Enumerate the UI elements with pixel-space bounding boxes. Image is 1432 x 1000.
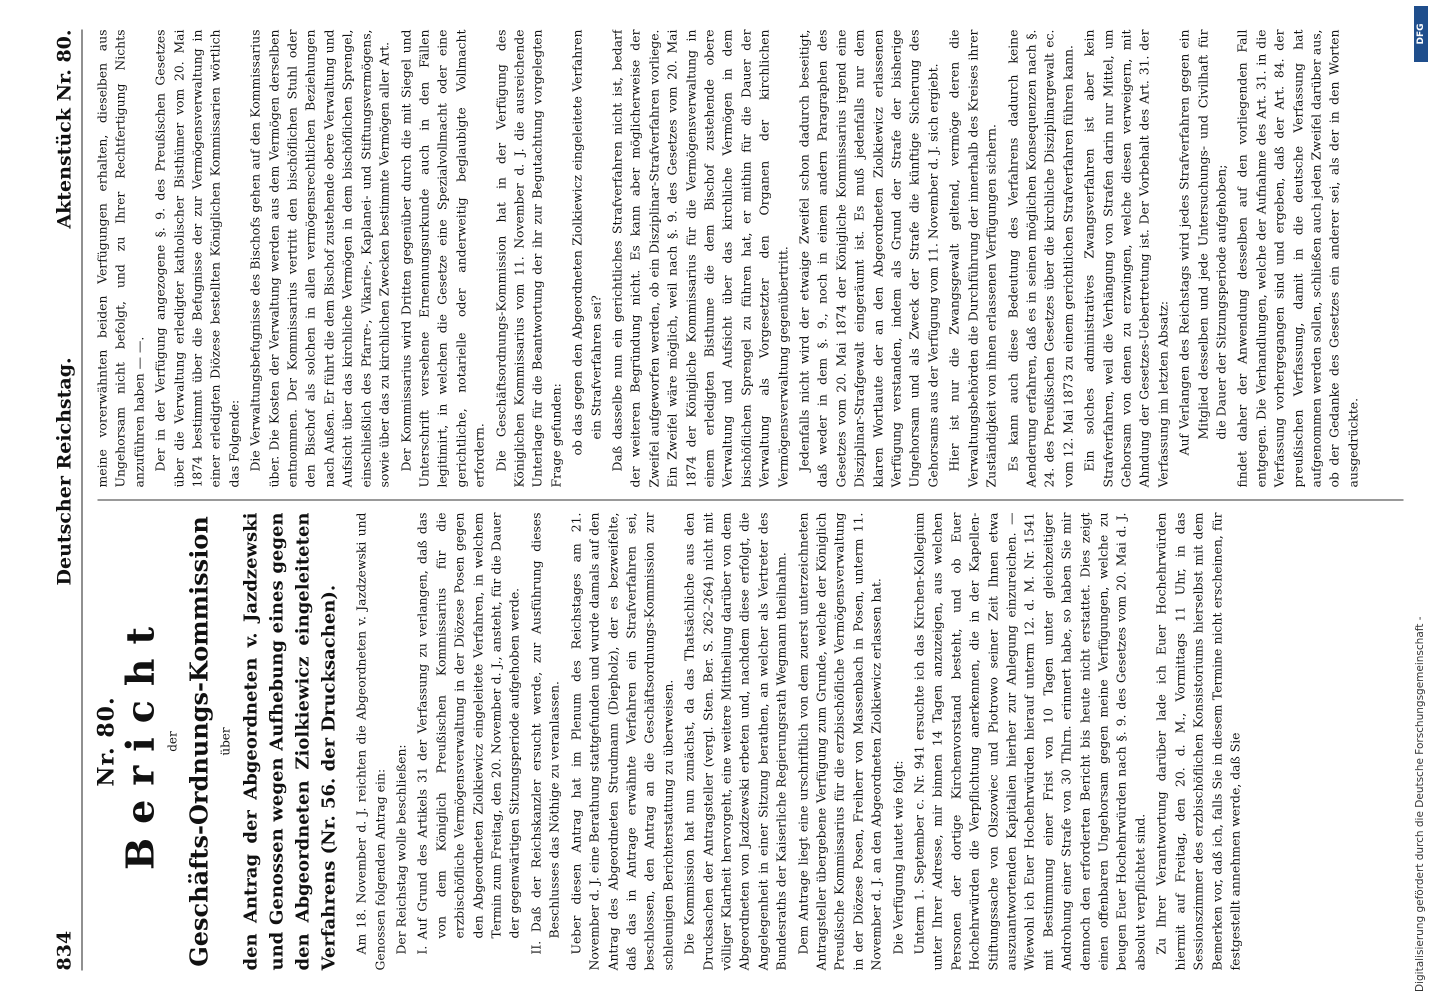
watermark-text: Digitalisierung gefördert durch die Deutsche Forschungsgemeinschaft -	[1414, 616, 1426, 992]
paragraph: Auf Verlangen des Reichstags wird jedes Strafverfahren gegen ein Mitglied desselben und jede Untersuchungs- und Civilhaft für die Dauer der Sitzungsperiode aufgehoben;	[1176, 29, 1229, 456]
paragraph: Dem Antrage liegt eine urschriftlich von dem zuerst unterzeichneten Antragsteller übergebene Verfügung zum Grunde, welche der Königlich Preußische Kommissarius für die erzbischöfliche Vermögensverwaltung in der Diözese Posen, Freiherr von Massenbach in Posen, unterm 11. November d. J. an den Abgeordneten Ziolkiewicz erlassen hat.	[795, 512, 884, 971]
paragraph: Unterm 1. September c. Nr. 941 ersuchte ich das Kirchen-Kollegium unter Ihrer Adresse, mir binnen 14 Tagen anzuzeigen, aus welchen Personen der dortige Kirchenvorstand besteht, und ob Euer Hochehrwürden die Verpflichtung anerkennen, die in der Kapellen-Stiftungssache von Olszowiec und Piotrowo seiner Zeit Ihnen etwa auszuantwortenden Kapitalien hierher zur Anlegung einzureichen. — Wiewohl ich Euer Hochehrwürden hierauf unterm 12. d. M. Nr. 1541 mit Bestimmung einer Frist von 10 Tagen unter gleichzeitiger Androhung einer Strafe von 30 Thlrn. erinnert habe, so haben Sie mir dennoch den erforderten Bericht bis heute nicht erstattet. Dies zeigt einen offenbaren Ungehorsam gegen meine Verfügungen, welche zu beugen Euer Hochehrwürden nach §. 9. des Gesetzes vom 20. Mai d. J. absolut verpflichtet sind.	[911, 512, 1148, 971]
paragraph: Am 18. November d. J. reichten die Abgeordneten v. Jazdzewski und Genossen folgenden Antrag ein:	[353, 512, 388, 971]
document-reference: Aktenstück Nr. 80.	[53, 29, 76, 229]
report-number: Nr. 80.	[93, 696, 120, 787]
left-column	[94, 513, 1408, 971]
paragraph: Es kann auch diese Bedeutung des Verfahrens dadurch keine Aenderung erfahren, daß es in seinen möglichen Konsequenzen nach §. 24. des Preußischen Gesetzes über die kirchliche Disziplinargewalt ec. vom 12. Mai 1873 zu einem gerichtlichen Strafverfahren führen kann.	[1005, 29, 1076, 488]
commission-name: Geschäfts-Ordnungs-Kommission	[184, 516, 214, 967]
paragraph: Hier ist nur die Zwangsgewalt geltend, vermöge deren die Verwaltungsbehörden die Durchführung der innerhalb des Kreises ihrer Zuständigkeit von ihnen erlassenen Verfügungen sichern.	[946, 29, 999, 488]
paragraph: Der Reichstag wolle beschließen:	[393, 744, 409, 955]
report-title-block	[93, 512, 343, 971]
report-heading: Bericht	[117, 612, 163, 871]
paragraph: meine vorerwähnten beiden Verfügungen erhalten, dieselben aus Ungehorsam nicht befolgt, und zu Ihrer Rechtfertigung Nichts anzuführen haben — —.	[94, 29, 147, 488]
paragraph: Ein solches administratives Zwangsverfahren ist aber kein Strafverfahren, weil die Verhängung von Strafen darin nur Mittel, um Gehorsam von denen zu erzwingen, welche diesen verweigern, mit Ahndung der Gesetzes-Uebertretung ist. Der Vorbehalt des Art. 31. der Verfassung im letzten Absatz:	[1081, 29, 1171, 488]
page-header	[48, 30, 83, 971]
paragraph: Die Kommission hat nun zunächst, da das Thatsächliche aus den Drucksachen der Antragsteller (vergl. Sten. Ber. S. 262–264) nicht mit völliger Klarheit hervorgeht, eine weitere Mittheilung darüber von dem Abgeordneten von Jazdzewski erbeten und, nachdem diese erfolgt, die Angelegenheit in einer Sitzung berathen, an welcher als Vertreter des Bundesraths der Kaiserliche Regierungsrath Wegmann theilnahm.	[681, 512, 789, 971]
paragraph: Zu Ihrer Verantwortung darüber lade ich Euer Hochehrwürden hiermit auf Freitag, den 20. d. M., Vormittags 11 Uhr, in das Sessionszimmer des erzbischöflichen Konsistoriums hierselbst mit dem Bemerken vor, daß ich, falls Sie in diesem Termine nicht erscheinen, für festgestellt annehmen werde, daß Sie	[1153, 512, 1243, 971]
paragraph: Ueber diesen Antrag hat im Plenum des Reichstages am 21. November d. J. eine Berathung stattgefunden und wurde damals auf den Antrag des Abgeordneten Strudmann (Diepholz), der es bezweifelte, daß das in Antrage erwähnte Verfahren ein Strafverfahren sei, beschlossen, den Antrag an die Geschäftsordnungs-Kommission zur schleunigen Berichterstattung zu überweisen.	[568, 512, 676, 971]
page-number: 834	[53, 930, 76, 971]
paragraph: I. Auf Grund des Artikels 31 der Verfassung zu verlangen, daß das von dem Königlich Preußischen Kommissarius für die erzbischöfliche Vermögensverwaltung in der Diözese Posen gegen den Abgeordneten Ziolkiewicz eingeleitete Verfahren, in welchem Termin zum Freitag, den 20. November d. J., ansteht, für die Dauer der gegenwärtigen Sitzungsperiode aufgehoben werde.	[414, 512, 522, 955]
report-der: der	[165, 731, 180, 752]
dfg-logo-text: DFG	[1416, 23, 1426, 45]
document-page	[8, 8, 1424, 993]
report-subject: den Antrag der Abgeordneten v. Jazdzewski und Genossen wegen Aufhebung eines gegen den Abgeordneten Ziolkiewicz eingeleiteten Verfahrens (Nr. 56. der Drucksachen).	[240, 512, 340, 971]
right-column	[94, 30, 1408, 488]
paragraph: Jedenfalls nicht wird der etwaige Zweifel schon dadurch beseitigt, daß weder in dem §. 9., noch in einem andern Paragraphen des Gesetzes vom 20. Mai 1874 der Königliche Kommissarius irgend eine Disziplinar-Strafgewalt eingeräumt ist. Es muß jedenfalls nur dem klaren Wortlaute der an den Abgeordneten Ziolkiewicz erlassenen Verfügung verstanden, indem als Grund der Strafe der bisherige Ungehorsam und als Zweck der Strafe die künftige Sicherung des Gehorsams aus der Verfügung vom 11. November d. J. sich ergiebt.	[796, 29, 941, 488]
dfg-watermark	[1412, 0, 1428, 1000]
column-divider	[98, 500, 1404, 501]
paragraph: II. Daß der Reichskanzler ersucht werde, zur Ausführung dieses Beschlusses das Nöthige zu veranlassen.	[528, 512, 562, 955]
publication-title: Deutscher Reichstag.	[53, 357, 76, 586]
right-body-text	[94, 30, 1363, 488]
paragraph: Die Verfügung lautet wie folgt:	[890, 760, 906, 955]
report-ueber: über	[218, 727, 233, 756]
paragraph: Die Verwaltungsbefugnisse des Bischofs gehen auf den Kommissarius über. Die Kosten der Verwaltung werden aus dem Vermögen derselben entnommen. Der Kommissarius vertritt den bischöflichen Stuhl oder den Bischof als solchen in allen vermögensrechtlichen Beziehungen nach Außen. Er führt die dem Bischof zustehende obere Verwaltung und Aufsicht über das kirchliche Vermögen in dem bischöflichen Sprengel, einschließlich des Pfarre-, Vikarie-, Kaplanei- und Stiftungsvermögens, sowie über das zu kirchlichen Zwecken bestimmte Vermögen aller Art.	[247, 29, 392, 488]
paragraph: findet daher der Anwendung desselben auf den vorliegenden Fall entgegen. Die Verhandlungen, welche der Aufnahme des Art. 31. in die Verfassung vorhergegangen sind und ergeben, daß der Art. 84. der preußischen Verfassung, damit in die deutsche Verfassung hat aufgenommen werden sollen, schließen auch jeden Zweifel darüber aus, ob der Gedanke des Gesetzes ein anderer sei, als der in den Worten ausgedrückte.	[1234, 29, 1361, 488]
paragraph: Die Geschäftsordnungs-Kommission hat in der Verfügung des Königlichen Kommissarius vom 11. November d. J. die ausreichende Unterlage für die Beantwortung der ihr zur Begutachtung vorgelegten Frage gefunden:	[493, 29, 564, 488]
dfg-logo	[1414, 6, 1428, 62]
paragraph: ob das gegen den Abgeordneten Ziolkiewicz eingeleitete Verfahren ein Strafverfahren sei?	[569, 29, 604, 456]
paragraph: Der Kommissarius wird Dritten gegenüber durch die mit Siegel und Unterschrift versehene Ernennungsurkunde auch in den Fällen legitimirt, in welchen die Gesetze eine Spezialvollmacht oder eine gerichtliche, notarielle oder anderweitig beglaubigte Vollmacht erfordern.	[398, 29, 487, 488]
paragraph: Daß dasselbe nun ein gerichtliches Strafverfahren nicht ist, bedarf der weiteren Begründung nicht. Es kann aber möglicherweise der Zweifel aufgeworfen werden, ob ein Disziplinar-Strafverfahren vorliege. Ein Zweifel wäre möglich, weil nach §. 9. des Gesetzes vom 20. Mai 1874 der Königliche Kommissarius für die Vermögensverwaltung in einem erledigten Bisthume die dem Bischof zustehende obere Verwaltung und Aufsicht über das kirchliche Vermögen in dem bischöflichen Sprengel zu führen hat, er mithin für die Dauer der Verwaltung als Vorgesetzter den Organen der kirchlichen Vermögensverwaltung gegenübertritt.	[609, 29, 791, 488]
paragraph: Der in der Verfügung angezogene §. 9. des Preußischen Gesetzes über die Verwaltung erledigter katholischer Bisthümer vom 20. Mai 1874 bestimmt über die Befugnisse der zur Vermögensverwaltung in einer erledigten Diözese bestellten Königlichen Kommissarien wörtlich das Folgende:	[152, 29, 242, 488]
left-body-text	[353, 513, 1245, 971]
